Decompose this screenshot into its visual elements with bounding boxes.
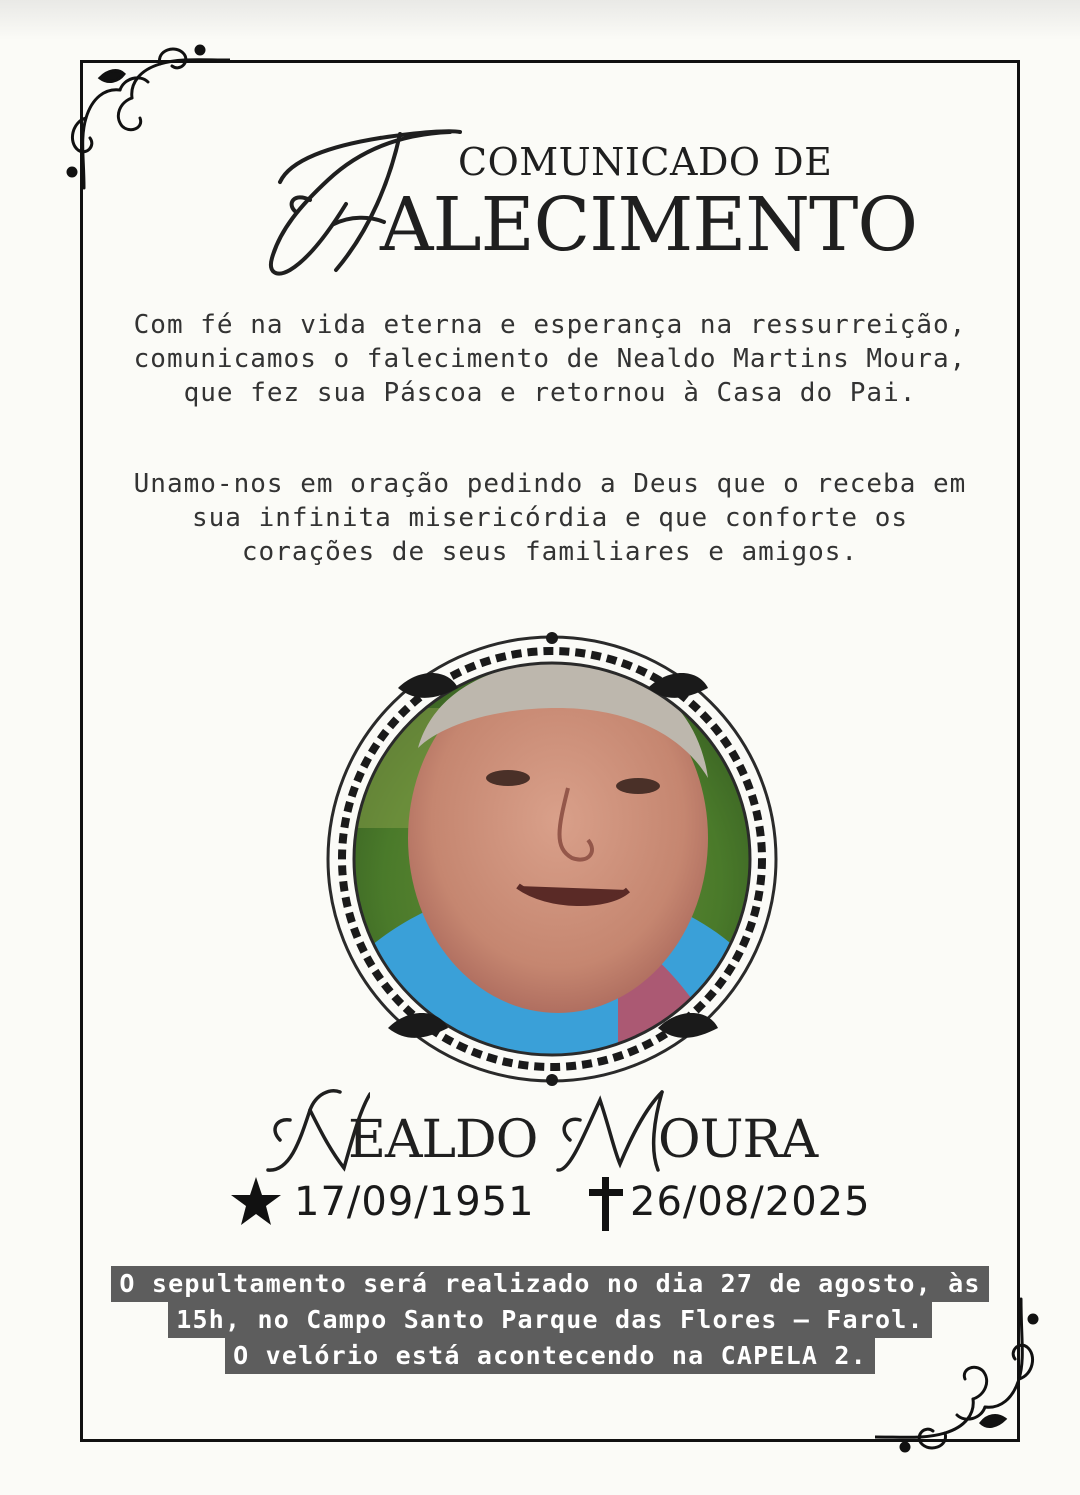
burial-line-2: 15h, no Campo Santo Parque das Flores – Farol. [168, 1302, 932, 1338]
star-icon [230, 1175, 282, 1227]
prayer-paragraph: Unamo-nos em oração pedindo a Deus que o receba em sua infinita misericórdia e que conforte os corações de seus familiares e amigos. [133, 469, 967, 567]
last-name: OURA [658, 1110, 818, 1170]
deceased-name [260, 1080, 820, 1180]
life-dates [230, 1175, 890, 1235]
burial-line-1: O sepultamento será realizado no dia 27 de agosto, às [111, 1266, 988, 1302]
birth-date: 17/09/1951 [294, 1179, 535, 1225]
death-date: 26/08/2025 [630, 1179, 871, 1225]
portrait-photo [318, 628, 786, 1090]
intro-paragraph: Com fé na vida eterna e esperança na ressurreição, comunicamos o falecimento de Nealdo Martins Moura, que fez sua Páscoa e retornou à Casa do Pai. [133, 310, 967, 408]
title-main-line: ALECIMENTO [380, 182, 918, 268]
burial-info [100, 1266, 1000, 1374]
cross-icon [585, 1175, 627, 1233]
title-top-line: COMUNICADO DE [458, 140, 833, 184]
script-letter-m [550, 1080, 670, 1180]
notice-title [250, 120, 918, 290]
first-name: EALDO [348, 1110, 538, 1170]
corner-flourish-top-left [60, 38, 230, 198]
burial-line-3: O velório está acontecendo na CAPELA 2. [225, 1338, 875, 1374]
